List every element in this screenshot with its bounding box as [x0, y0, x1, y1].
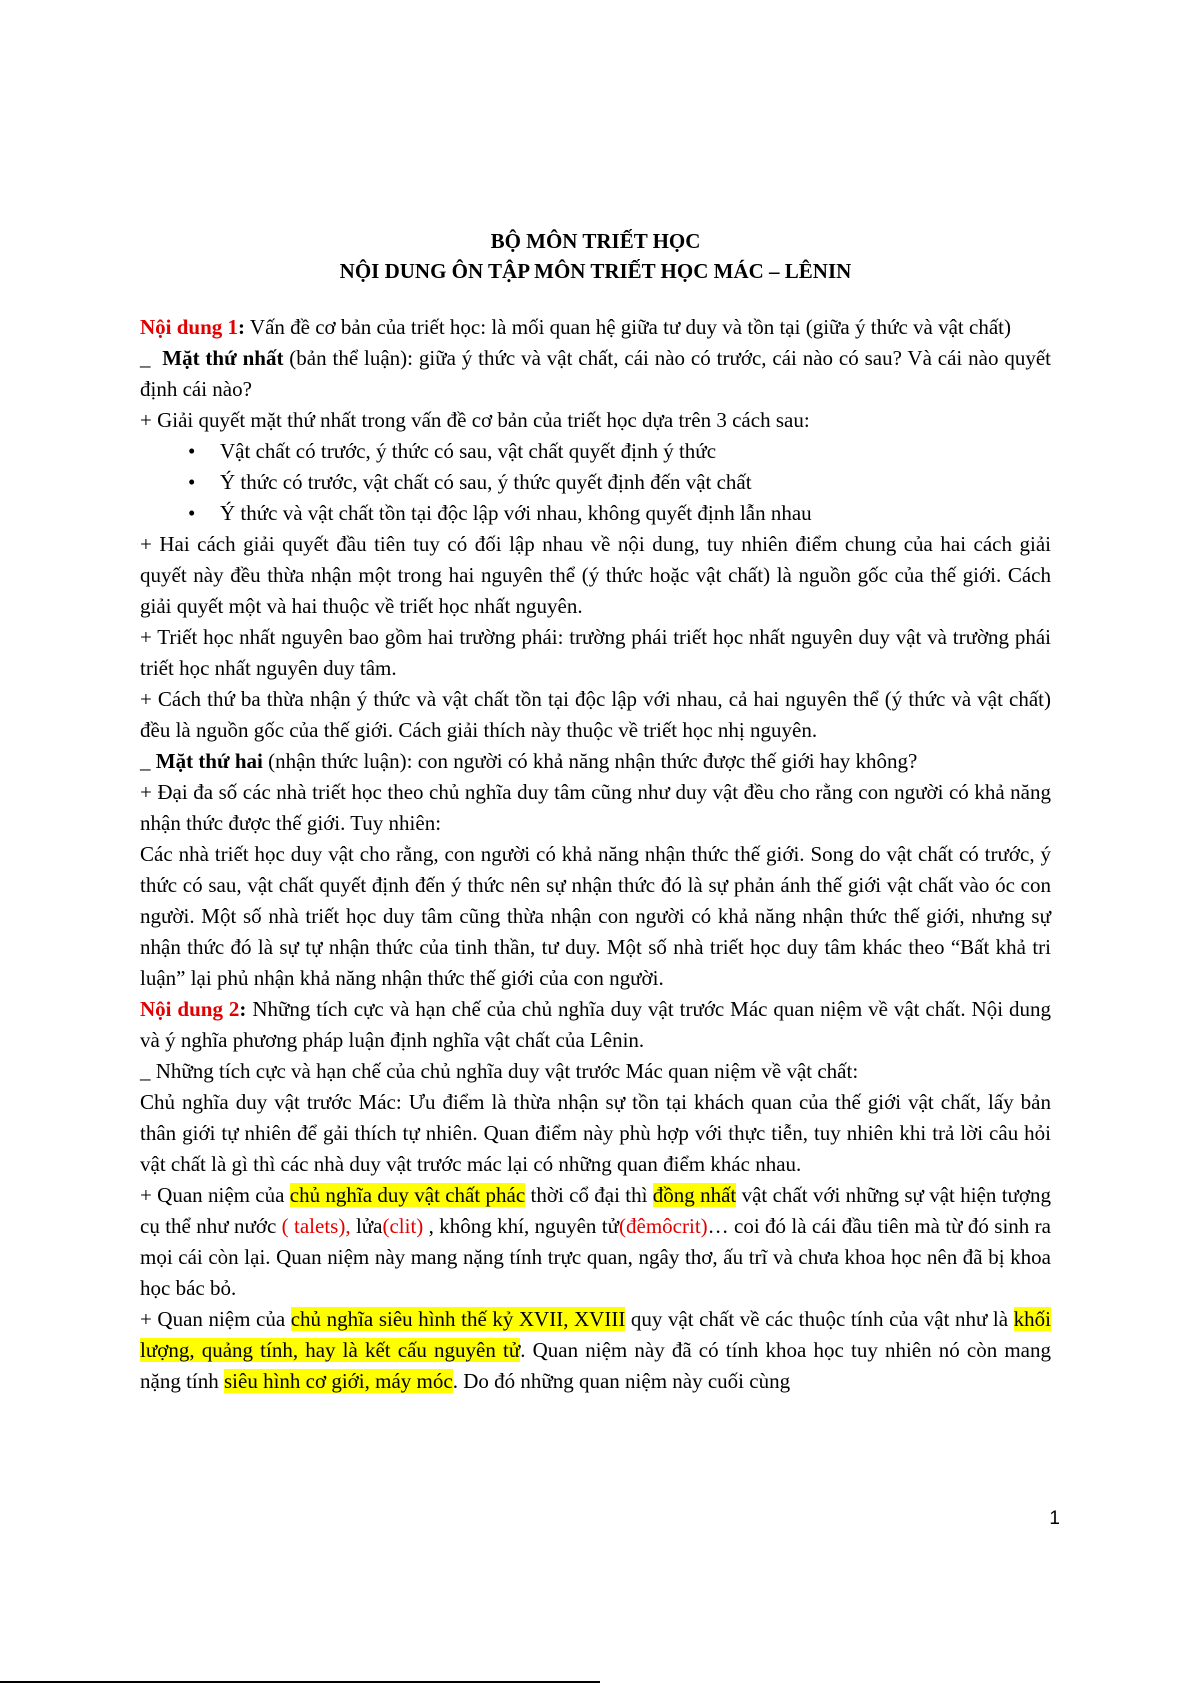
review-title: NỘI DUNG ÔN TẬP MÔN TRIẾT HỌC MÁC – LÊNIN — [339, 259, 852, 283]
aspect-one-text: (bản thể luận): giữa ý thức và vật chất, cái nào có trước, cái nào có sau? Và cái nào quyết định cái nào? — [140, 346, 1051, 401]
section1-colon: : — [238, 315, 246, 339]
aspect-two-text: (nhận thức luận): con người có khả năng nhận thức được thế giới hay không? — [262, 749, 918, 773]
document-body — [140, 226, 1051, 1397]
highlighted-text: chủ nghĩa siêu hình thế kỷ XVII, XVIII — [290, 1307, 626, 1331]
dualism-paragraph: + Cách thứ ba thừa nhận ý thức và vật chất tồn tại độc lập với nhau, cả hai nguyên thể (ý thức và vật chất) đều là nguồn gốc của thế giới. Cách giải thích này thuộc về triết học nhị nguyên. — [140, 687, 1051, 742]
bullet-icon: • — [188, 470, 196, 494]
bullet-icon: • — [188, 439, 196, 463]
solve-paragraph: + Giải quyết mặt thứ nhất trong vấn đề cơ bản của triết học dựa trên 3 cách sau: — [140, 408, 810, 432]
two-ways-paragraph: + Hai cách giải quyết đầu tiên tuy có đối lập nhau về nội dung, tuy nhiên điểm chung của hai cách giải quyết này đều thừa nhận một trong hai nguyên thể (ý thức hoặc vật chất) là nguồn gốc của thế giới. Cách giải quyết một và hai thuộc về triết học nhất nguyên. — [140, 532, 1051, 618]
bullet-icon: • — [188, 501, 196, 525]
ancient-materialism-paragraph — [140, 1180, 1051, 1304]
highlighted-text: đồng nhất — [652, 1183, 737, 1207]
highlighted-text: siêu hình cơ giới, máy móc — [224, 1369, 453, 1393]
aspect-one-paragraph — [140, 343, 1051, 405]
footer-divider — [0, 1681, 600, 1683]
premarx-paragraph: Chủ nghĩa duy vật trước Mác: Ưu điểm là thừa nhận sự tồn tại khách quan của thế giới vật chất, lấy bản thân giới tự nhiên để gải thích tự nhiên. Quan điểm này phù hợp với thực tiễn, tuy nhiên khi trả lời câu hỏi vật chất là gì thì các nhà duy vật trước mác lại có những quan điểm khác nhau. — [140, 1090, 1051, 1176]
text-run: + Quan niệm của — [140, 1183, 290, 1207]
section1-intro: Vấn đề cơ bản của triết học: là mối quan hệ giữa tư duy và tồn tại (giữa ý thức và vật chất) — [245, 315, 1011, 339]
aspect-two-label: Mặt thứ hai — [155, 749, 263, 773]
section1-label: Nội dung 1 — [140, 315, 239, 339]
highlighted-text: khối lượng, quảng tính, hay là kết cấu nguyên tử — [140, 1307, 1051, 1362]
department-title: BỘ MÔN TRIẾT HỌC — [490, 229, 701, 253]
text-run: lửa — [350, 1214, 383, 1238]
section2-intro: Những tích cực và hạn chế của chủ nghĩa duy vật trước Mác quan niệm về vật chất. Nội dung và ý nghĩa phương pháp luận định nghĩa vật chất của Lênin. — [140, 997, 1051, 1052]
section2-heading — [140, 994, 1051, 1056]
section2-colon: : — [239, 997, 247, 1021]
page-number: 1 — [1049, 1508, 1060, 1529]
philosopher-note: (clit) — [382, 1214, 424, 1238]
text-run: , không khí, nguyên tử — [423, 1214, 620, 1238]
title-spacer — [140, 286, 1051, 312]
premarx-subheading: _ Những tích cực và hạn chế của chủ nghĩa duy vật trước Mác quan niệm về vật chất: — [140, 1059, 859, 1083]
majority-paragraph: + Đại đa số các nhà triết học theo chủ nghĩa duy tâm cũng như duy vật đều cho rằng con người có khả năng nhận thức được thế giới. Tuy nhiên: — [140, 780, 1051, 835]
text-run: . Quan niệm này đã có tính khoa học tuy nhiên nó còn mang nặng tính — [140, 1338, 1051, 1393]
solutions-list — [140, 436, 1051, 529]
text-run: thời cổ đại thì — [525, 1183, 653, 1207]
list-item — [188, 467, 1051, 498]
list-item — [188, 436, 1051, 467]
highlighted-text: chủ nghĩa duy vật chất phác — [289, 1183, 526, 1207]
aspect-one-prefix: _ — [140, 346, 163, 370]
philosopher-note: (đêmôcrit) — [619, 1214, 708, 1238]
section2-label: Nội dung 2 — [140, 997, 240, 1021]
philosopher-note: ( talets), — [281, 1214, 351, 1238]
aspect-one-label: Mặt thứ nhất — [162, 346, 284, 370]
list-item-text: Ý thức và vật chất tồn tại độc lập với nhau, không quyết định lẫn nhau — [220, 501, 812, 525]
section1-heading — [140, 312, 1051, 343]
text-run: . Do đó những quan niệm này cuối cùng — [452, 1369, 791, 1393]
list-item-text: Ý thức có trước, vật chất có sau, ý thức quyết định đến vật chất — [220, 470, 752, 494]
materialists-paragraph: Các nhà triết học duy vật cho rằng, con người có khả năng nhận thức thế giới. Song do vật chất có trước, ý thức có sau, vật chất quyết định đến ý thức nên sự nhận thức đó là sự phản ánh thế giới vật chất vào óc con người. Một số nhà triết học duy tâm cũng thừa nhận con người có khả năng nhận thức thế giới, nhưng sự nhận thức đó là sự tự nhận thức của tinh thần, tư duy. Một số nhà triết học duy tâm khác theo “Bất khả tri luận” lại phủ nhận khả năng nhận thức thế giới của con người. — [140, 842, 1051, 990]
aspect-two-paragraph — [140, 746, 1051, 777]
list-item-text: Vật chất có trước, ý thức có sau, vật chất quyết định ý thức — [220, 439, 717, 463]
text-run: … coi đó là cái đầu tiên mà từ đó sinh ra mọi cái còn lại. Quan niệm này mang nặng tính trực quan, ngây thơ, ấu trĩ và chưa khoa học nên đã bị khoa học bác bỏ. — [140, 1214, 1051, 1300]
text-run: + Quan niệm của — [140, 1307, 291, 1331]
text-run: quy vật chất về các thuộc tính của vật như là — [625, 1307, 1014, 1331]
text-run: vật chất với những sự vật hiện tượng cụ thể như nước — [140, 1183, 1052, 1238]
aspect-two-prefix: _ — [140, 749, 156, 773]
metaphysics-paragraph — [140, 1304, 1051, 1397]
list-item — [188, 498, 1051, 529]
monism-paragraph: + Triết học nhất nguyên bao gồm hai trường phái: trường phái triết học nhất nguyên duy vật và trường phái triết học nhất nguyên duy tâm. — [140, 625, 1051, 680]
